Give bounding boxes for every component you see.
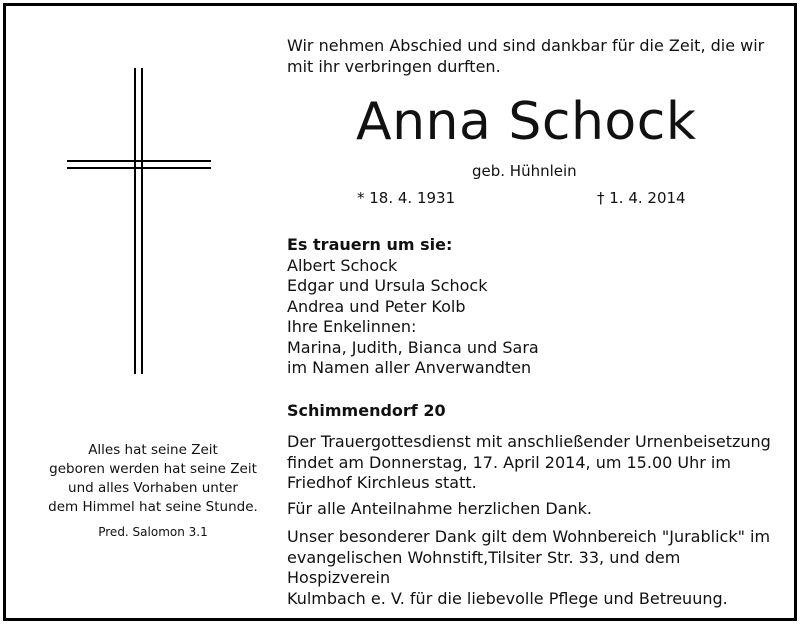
intro-line: Wir nehmen Abschied und sind dankbar für die Zeit, die wir (287, 36, 765, 55)
quote-source: Pred. Salomon 3.1 (98, 525, 208, 539)
quote-line: geboren werden hat seine Zeit (49, 461, 257, 477)
birth-date: * 18. 4. 1931 (357, 189, 456, 207)
deceased-name: Anna Schock (356, 92, 697, 152)
quote-line: und alles Vorhaben unter (68, 480, 238, 496)
service-line: findet am Donnerstag, 17. April 2014, um 15.00 Uhr im (287, 452, 731, 472)
special-thanks-line: Unser besonderer Dank gilt dem Wohnbereich "Jurablick" im (287, 527, 771, 546)
mourner-line: Andrea und Peter Kolb (287, 296, 466, 316)
mourner-line: Marina, Judith, Bianca und Sara (287, 337, 539, 357)
mourner-line: Edgar und Ursula Schock (287, 276, 488, 295)
mourner-line: Ihre Enkelinnen: (287, 317, 417, 336)
service-line: Der Trauergottesdienst mit anschließender Urnenbeisetzung (287, 432, 771, 451)
maiden-name: geb. Hühnlein (472, 162, 577, 180)
bible-quote (20, 441, 286, 517)
thanks-text (287, 499, 787, 520)
mourners-list (287, 235, 757, 379)
special-thanks (287, 527, 787, 609)
thanks-line: Für alle Anteilnahme herzlichen Dank. (287, 499, 592, 518)
special-thanks-line: Kulmbach e. V. für die liebevolle Pflege und Betreuung. (287, 588, 728, 608)
cross-icon (67, 68, 211, 374)
mourners-heading: Es trauern um sie: (287, 235, 453, 254)
special-thanks-line: evangelischen Wohnstift,Tilsiter Str. 33, und dem Hospizverein (287, 547, 681, 587)
address: Schimmendorf 20 (287, 401, 446, 420)
mourner-line: im Namen aller Anverwandten (287, 358, 532, 377)
quote-line: dem Himmel hat seine Stunde. (48, 499, 258, 515)
intro-text (287, 35, 787, 77)
intro-line: mit ihr verbringen durften. (287, 57, 501, 76)
service-details (287, 432, 787, 494)
death-date: † 1. 4. 2014 (597, 189, 686, 207)
mourner-line: Albert Schock (287, 255, 398, 275)
quote-line: Alles hat seine Zeit (88, 442, 218, 458)
service-line: Friedhof Kirchleus statt. (287, 473, 477, 492)
